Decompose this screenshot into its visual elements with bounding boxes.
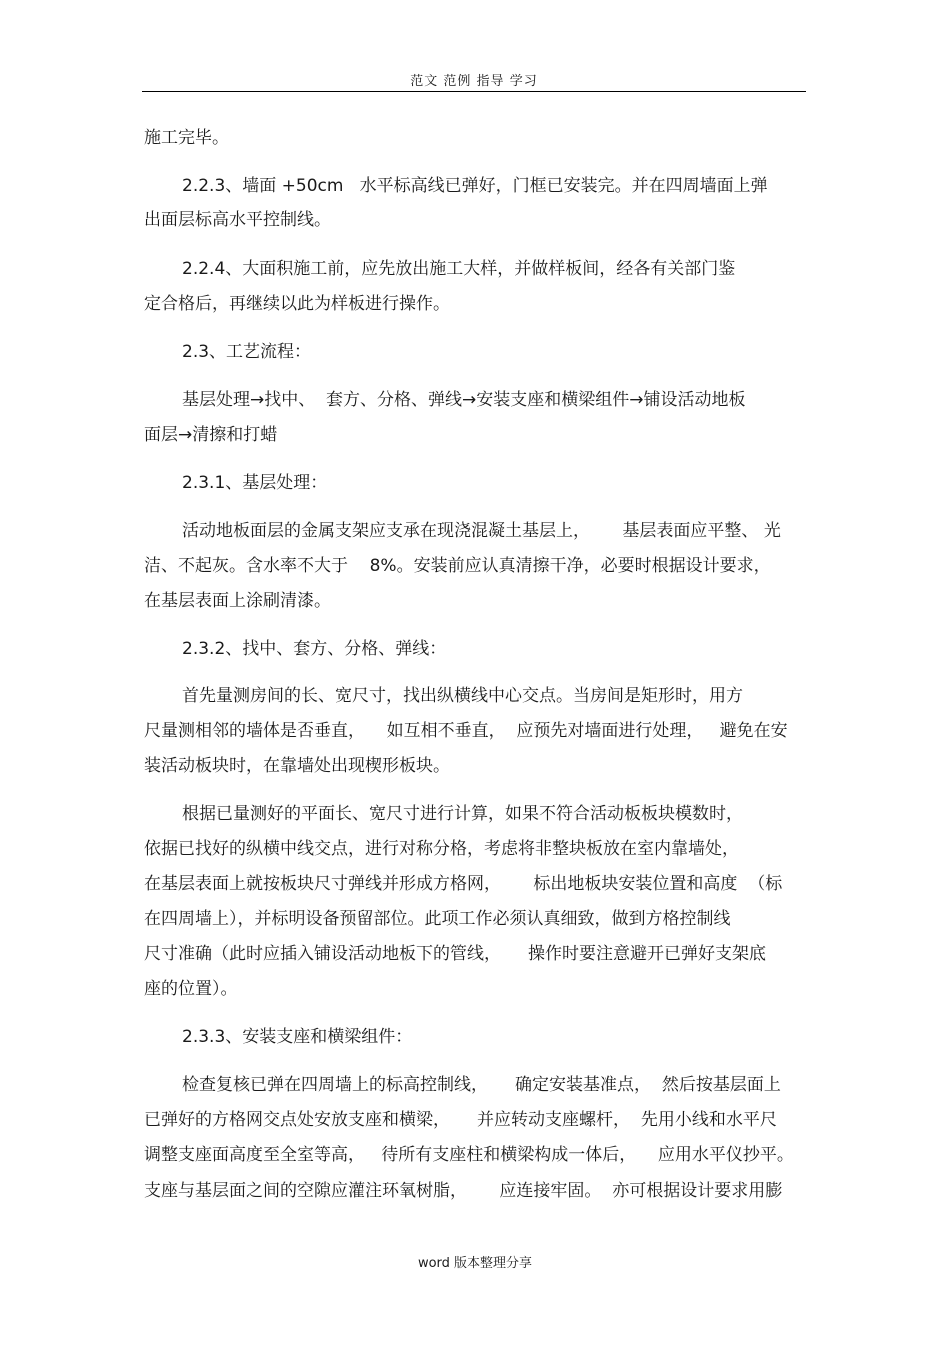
- header-divider: [142, 91, 806, 92]
- text-line: 2.3.3、安装支座和横梁组件：: [182, 1027, 413, 1047]
- text-line: 调整支座面高度至全室等高， 待所有支座柱和横梁构成一体后， 应用水平仪抄平。: [144, 1145, 794, 1165]
- text-line: 2.3.1、基层处理：: [182, 473, 328, 493]
- text-line: 在基层表面上就按板块尺寸弹线并形成方格网， 标出地板块安装位置和高度 （标: [144, 874, 783, 894]
- text-line: 检查复核已弹在四周墙上的标高控制线， 确定安装基准点， 然后按基层面上: [182, 1075, 781, 1095]
- text-line: 在四周墙上），并标明设备预留部位。此项工作必须认真细致，做到方格控制线: [144, 909, 731, 929]
- text-line: 依据已找好的纵横中线交点，进行对称分格，考虑将非整块板放在室内靠墙处，: [144, 839, 739, 859]
- text-line: 首先量测房间的长、宽尺寸，找出纵横线中心交点。当房间是矩形时，用方: [182, 686, 743, 706]
- text-line: 洁、不起灰。含水率不大于 8%。安装前应认真清擦干净，必要时根据设计要求，: [144, 556, 771, 576]
- text-line: 已弹好的方格网交点处安放支座和横梁， 并应转动支座螺杆， 先用小线和水平尺: [144, 1110, 777, 1130]
- page-header: 范文 范例 指导 学习: [410, 74, 538, 89]
- text-line: 基层处理→找中、 套方、分格、弹线→安装支座和横梁组件→铺设活动地板: [182, 390, 746, 410]
- text-line: 2.3.2、找中、套方、分格、弹线：: [182, 639, 447, 659]
- text-line: 定合格后，再继续以此为样板进行操作。: [144, 294, 450, 314]
- text-line: 2.2.4、大面积施工前，应先放出施工大样，并做样板间，经各有关部门鉴: [182, 259, 736, 279]
- text-line: 面层→清擦和打蜡: [144, 425, 278, 445]
- text-line: 尺寸准确（此时应插入铺设活动地板下的管线， 操作时要注意避开已弹好支架底: [144, 944, 767, 964]
- page-footer: word 版本整理分享: [417, 1256, 533, 1271]
- text-line: 活动地板面层的金属支架应支承在现浇混凝土基层上， 基层表面应平整、 光: [182, 521, 781, 541]
- text-line: 尺量测相邻的墙体是否垂直， 如互相不垂直， 应预先对墙面进行处理， 避免在安: [144, 721, 788, 741]
- text-line: 装活动板块时，在靠墙处出现楔形板块。: [144, 756, 450, 776]
- text-line: 2.3、工艺流程：: [182, 342, 312, 362]
- text-line: 在基层表面上涂刷清漆。: [144, 591, 331, 611]
- text-line: 2.2.3、墙面 +50cm 水平标高线已弹好，门框已安装完。并在四周墙面上弹: [182, 176, 768, 196]
- text-line: 座的位置）。: [144, 979, 238, 999]
- text-line: 出面层标高水平控制线。: [144, 210, 331, 230]
- text-line: 支座与基层面之间的空隙应灌注环氧树脂， 应连接牢固。 亦可根据设计要求用膨: [144, 1181, 783, 1201]
- text-line: 根据已量测好的平面长、宽尺寸进行计算，如果不符合活动板板块模数时，: [182, 804, 743, 824]
- text-line: 施工完毕。: [144, 128, 229, 148]
